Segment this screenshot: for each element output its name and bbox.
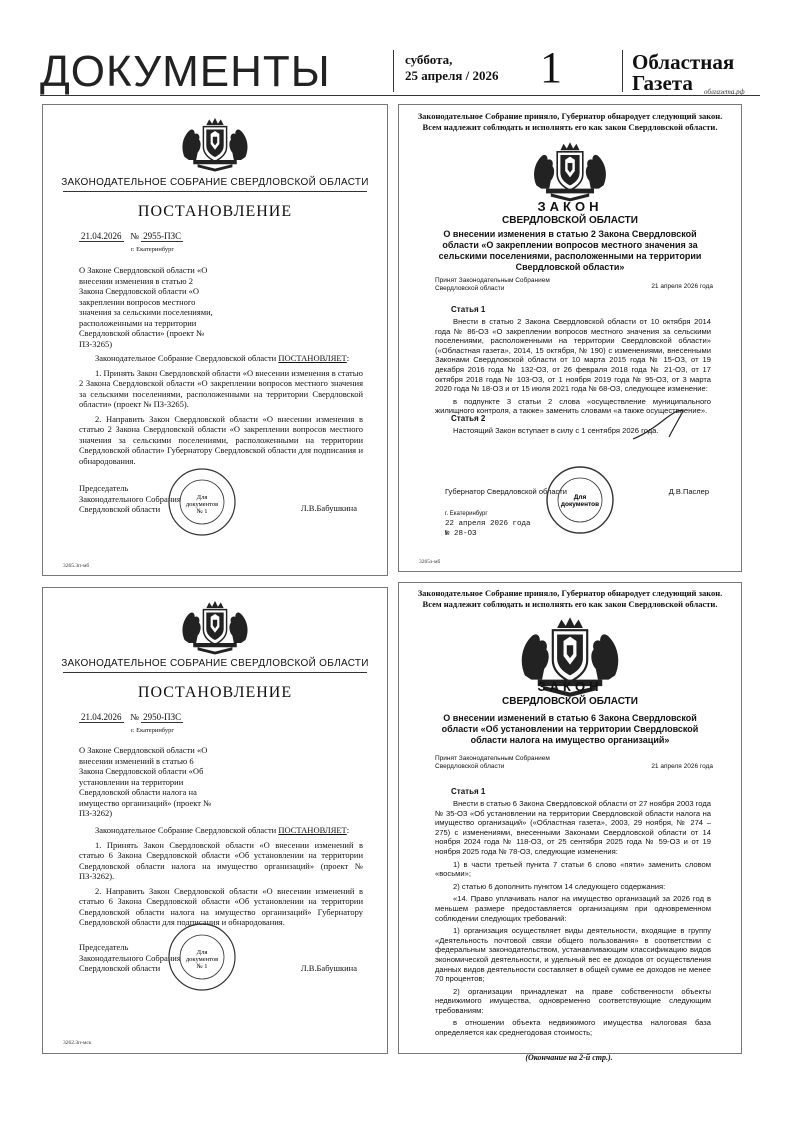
article-body xyxy=(435,799,711,1041)
adopted-by xyxy=(435,755,550,771)
document-meta xyxy=(79,712,183,722)
header-divider xyxy=(393,50,394,92)
official-stamp-icon xyxy=(545,465,615,535)
document-number: 2955-ПЗС xyxy=(143,231,182,241)
law-document-1 xyxy=(398,104,742,572)
adopted-line: Принят Законодательным Собранием xyxy=(435,755,550,762)
continuation-note: (Окончание на 2-й стр.). xyxy=(525,1053,613,1062)
article-heading: Статья 1 xyxy=(451,305,486,314)
header-rule xyxy=(40,95,760,96)
item-1: 1. Принять Закон Свердловской области «О внесении изменений в статью 6 Закона Свердловской области «Об установлении на территории Свердловской области налога на имущество организаций» (проект № ПЗ-3262). xyxy=(79,839,363,881)
governor-title: Губернатор Свердловской области xyxy=(445,487,567,496)
svg-text:Длядокументов№ 1: Для документов № 1 xyxy=(185,949,219,970)
page-number: 1 xyxy=(540,43,562,92)
organization-name: ЗАКОНОДАТЕЛЬНОЕ СОБРАНИЕ СВЕРДЛОВСКОЙ ОБЛАСТИ xyxy=(61,658,369,669)
article-paragraph: Настоящий Закон вступает в силу с 1 сентября 2026 года. xyxy=(453,426,659,435)
decision-word: ПОСТАНОВЛЯЕТ xyxy=(278,825,347,835)
signatory-title xyxy=(79,942,181,974)
intro-line: Всем надлежит соблюдать и исполнять его как закон Свердловской области. xyxy=(422,598,718,609)
article-paragraph: в отношении объекта недвижимого имущества налоговая база определяется как среднегодовая стоимость; xyxy=(435,1018,711,1038)
issue-day: 25 апреля / 2026 xyxy=(405,68,499,83)
adopted-line: Свердловской области xyxy=(435,763,505,770)
article-paragraph: в подпункте 3 статьи 2 слова «осуществление муниципального жилищного контроля, а также» заменить словами «а также осуществление». xyxy=(435,396,711,416)
law-intro xyxy=(399,111,741,132)
intro-line: Законодательное Собрание приняло, Губернатор обнародует следующий закон. xyxy=(417,588,723,598)
item-2: 2. Направить Закон Свердловской области «О внесении изменений в статью 6 Закона Свердловской области «Об установлении на территории Свердловской области налога на имущество организаций» Губернатору Свердловской области для подписания и обнародования. xyxy=(79,885,363,927)
law-number: № 28-ОЗ xyxy=(445,530,477,538)
article-paragraph: Внести в статью 2 Закона Свердловской области от 10 октября 2014 года № 86-ОЗ «О закреплении вопросов местного значения за сельскими поселениями, расположенными на территории Свердловской области» («Областная газета», 2014, 15 октября, № 190) с изменениями, внесенными Законами Свердловской области от 10 марта 2015 года № 15-ОЗ, от 19 декабря 2016 года № 132-ОЗ, от 26 февраля 2018 года № 21-ОЗ, от 17 октября 2018 года № 103-ОЗ, от 1 ноября 2019 года № 95-ОЗ, от 3 марта 2020 года № 18-ОЗ и от 15 июля 2021 года № 68-ОЗ, следующее изменение: xyxy=(435,317,711,394)
document-body: Законодательное Собрание Свердловской области ПОСТАНОВЛЯЕТ: 1. Принять Закон Свердловской области «О внесении изменений в статью 6 Закона Свердловской области «Об установлении на территории Свердловской области налога на имущество организаций» (проект № ПЗ-3262). 2. Направить Закон Свердловской области «О внесении изменений в статью 6 Закона Свердловской области «Об установлении на территории Свердловской области налога на имущество организаций» Губернатору Свердловской области для подписания и обнародования. xyxy=(79,825,363,927)
law-title: О внесении изменений в статью 6 Закона Свердловской области «Об установлении на территории Свердловской области налога на имущество организаций» xyxy=(441,713,699,745)
issue-date xyxy=(405,52,499,84)
coat-of-arms-icon xyxy=(170,115,260,173)
stamp-text: Для документов № 1 xyxy=(185,494,219,515)
article-paragraph: «14. Право уплачивать налог на имущество организаций за 2026 год в меньшем размере предоставляется организациям при одновременном соблюдении следующих требований: xyxy=(435,894,711,923)
intro-line: Всем надлежит соблюдать и исполнять его как закон Свердловской области. xyxy=(422,121,718,132)
item-2: 2. Направить Закон Свердловской области «О внесении изменения в статью 2 Закона Свердловской области «О закреплении вопросов местного значения за сельскими поселениями, расположенными на территории Свердловской области» Губернатору Свердловской области для подписания и обнародования. xyxy=(79,413,363,466)
document-subject: О Законе Свердловской области «О внесении изменений в статью 6 Закона Свердловской области «Об установлении на территории Свердловской области налога на имущество организаций» (проект № ПЗ-3262) xyxy=(79,745,212,818)
signatory-title-line: Законодательного Собрания xyxy=(79,493,181,504)
resolution-document-1 xyxy=(42,104,388,576)
law-intro xyxy=(399,588,741,609)
article-heading: Статья 2 xyxy=(451,414,486,423)
signature-icon xyxy=(629,405,689,445)
logo-line1: Областная xyxy=(632,50,735,74)
document-date: 21.04.2026 xyxy=(81,712,122,722)
article-heading: Статья 1 xyxy=(451,787,486,796)
signatory-name: Л.В.Бабушкина xyxy=(300,963,357,973)
site-url: облгазета.рф xyxy=(704,88,745,96)
footnote: 3262.3п-мск xyxy=(63,1040,92,1046)
article-paragraph: 1) организация осуществляет виды деятельности, входящие в группу «Деятельность почтовой связи общего пользования» в соответствии с федеральным законодательством, устанавливающим классификацию видов экономической деятельности, и удельный вес ее доходов от осуществления данных видов деятельности составляет в общей сумме ее доходов не менее 70 процентов; xyxy=(435,926,711,984)
law-region: СВЕРДЛОВСКОЙ ОБЛАСТИ xyxy=(502,696,638,707)
svg-text:Длядокументов: Для документов xyxy=(560,494,600,508)
law-heading: ЗАКОН xyxy=(537,199,603,214)
law-title: О внесении изменения в статью 2 Закона Свердловской области «О закреплении вопросов местного значения за сельскими поселениями, расположенными на территории Свердловской области» xyxy=(438,229,702,272)
number-sign: № xyxy=(130,231,139,241)
resolution-document-2 xyxy=(42,587,388,1054)
document-meta xyxy=(79,231,183,241)
document-title: ПОСТАНОВЛЕНИЕ xyxy=(137,203,293,220)
document-number: 2950-ПЗС xyxy=(143,712,182,722)
signatory-title-line: Свердловской области xyxy=(79,963,161,973)
article-body xyxy=(435,317,711,419)
article-paragraph: Внести в статью 6 Закона Свердловской области от 27 ноября 2003 года № 35-ОЗ «Об установлении на территории Свердловской области налога на имущество организаций» («Областная газета», 2003, 29 ноября, № 274 – 275) с изменениями, внесенными Законами Свердловской области от 14 ноября 2024 года № 118-ОЗ, от 25 сентября 2025 года № 59-ОЗ и от 19 ноября 2025 года № 78-ОЗ, следующие изменения: xyxy=(435,799,711,856)
intro-line: Законодательное Собрание приняло, Губернатор обнародует следующий закон. xyxy=(417,111,723,121)
header-divider xyxy=(622,50,623,92)
signatory-title xyxy=(79,483,181,515)
city: г. Екатеринбург xyxy=(131,727,175,734)
signatory-title-line: Свердловской области xyxy=(79,504,161,514)
section-title: ДОКУМЕНТЫ xyxy=(40,47,331,96)
article-paragraph: 2) организации принадлежат на праве собственности объекты недвижимого имущества, одновременно соответствующие следующим требованиям: xyxy=(435,986,711,1015)
document-body: Законодательное Собрание Свердловской области ПОСТАНОВЛЯЕТ: 1. Принять Закон Свердловской области «О внесении изменения в статью 2 Закона Свердловской области «О закреплении вопросов местного значения за сельскими поселениями, расположенными на территории Свердловской области» (проект № ПЗ-3265). 2. Направить Закон Свердловской области «О внесении изменения в статью 2 Закона Свердловской области «О закреплении вопросов местного значения за сельскими поселениями, расположенными на территории Свердловской области» Губернатору Свердловской области для подписания и обнародования. xyxy=(79,353,363,466)
number-sign: № xyxy=(130,712,139,722)
law-region: СВЕРДЛОВСКОЙ ОБЛАСТИ xyxy=(502,215,638,226)
signatory-name: Л.В.Бабушкина xyxy=(300,503,357,513)
adopted-date: 21 апреля 2026 года xyxy=(651,763,713,770)
adopted-date: 21 апреля 2026 года xyxy=(651,283,713,290)
divider xyxy=(63,191,367,192)
adopted-by xyxy=(435,277,550,293)
document-subject: О Законе Свердловской области «О внесении изменения в статью 2 Закона Свердловской области «О закреплении вопросов местного значения за сельскими поселениями, расположенными на территории Свердловской области» (проект № ПЗ-3265) xyxy=(79,265,213,349)
document-date: 21.04.2026 xyxy=(81,231,122,241)
organization-name: ЗАКОНОДАТЕЛЬНОЕ СОБРАНИЕ СВЕРДЛОВСКОЙ ОБЛАСТИ xyxy=(61,177,369,188)
footnote: 3265.3п-мб xyxy=(63,563,90,569)
adopted-line: Принят Законодательным Собранием xyxy=(435,277,550,284)
article-paragraph: 2) статью 6 дополнить пунктом 14 следующего содержания: xyxy=(453,881,666,891)
sign-date: 22 апреля 2026 года xyxy=(445,520,531,528)
signatory-title-line: Председатель xyxy=(79,483,129,493)
item-1: 1. Принять Закон Свердловской области «О внесении изменения в статью 2 Закона Свердловской области «О закреплении вопросов местного значения за сельскими поселениями, расположенными на территории Свердловской области» (проект № ПЗ-3265). xyxy=(79,367,363,409)
law-document-2 xyxy=(398,582,742,1054)
city: г. Екатеринбург xyxy=(131,246,175,253)
law-heading: ЗАКОН xyxy=(537,679,603,694)
signatory-title-line: Законодательного Собрания xyxy=(79,952,181,963)
signatory-title-line: Председатель xyxy=(79,942,129,952)
governor-name: Д.В.Паслер xyxy=(668,487,709,496)
adopted-line: Свердловской области xyxy=(435,285,505,292)
article-paragraph: 1) в части третьей пункта 7 статьи 6 слово «пяти» заменить словом «восьми»; xyxy=(435,859,711,879)
decision-word: ПОСТАНОВЛЯЕТ xyxy=(278,353,347,363)
preamble: Законодательное Собрание Свердловской области xyxy=(95,353,277,363)
document-title: ПОСТАНОВЛЕНИЕ xyxy=(137,684,293,701)
logo-line2: Газета xyxy=(632,71,693,95)
preamble: Законодательное Собрание Свердловской области xyxy=(95,825,277,835)
footnote: 3265з-мб xyxy=(419,559,441,565)
issue-weekday: суббота, xyxy=(405,52,453,67)
divider xyxy=(63,672,367,673)
coat-of-arms-icon xyxy=(170,598,260,656)
official-stamp-icon xyxy=(167,922,237,992)
official-stamp-icon xyxy=(167,467,237,537)
law-city: г. Екатеринбург xyxy=(445,511,488,517)
coat-of-arms-icon xyxy=(527,139,613,203)
